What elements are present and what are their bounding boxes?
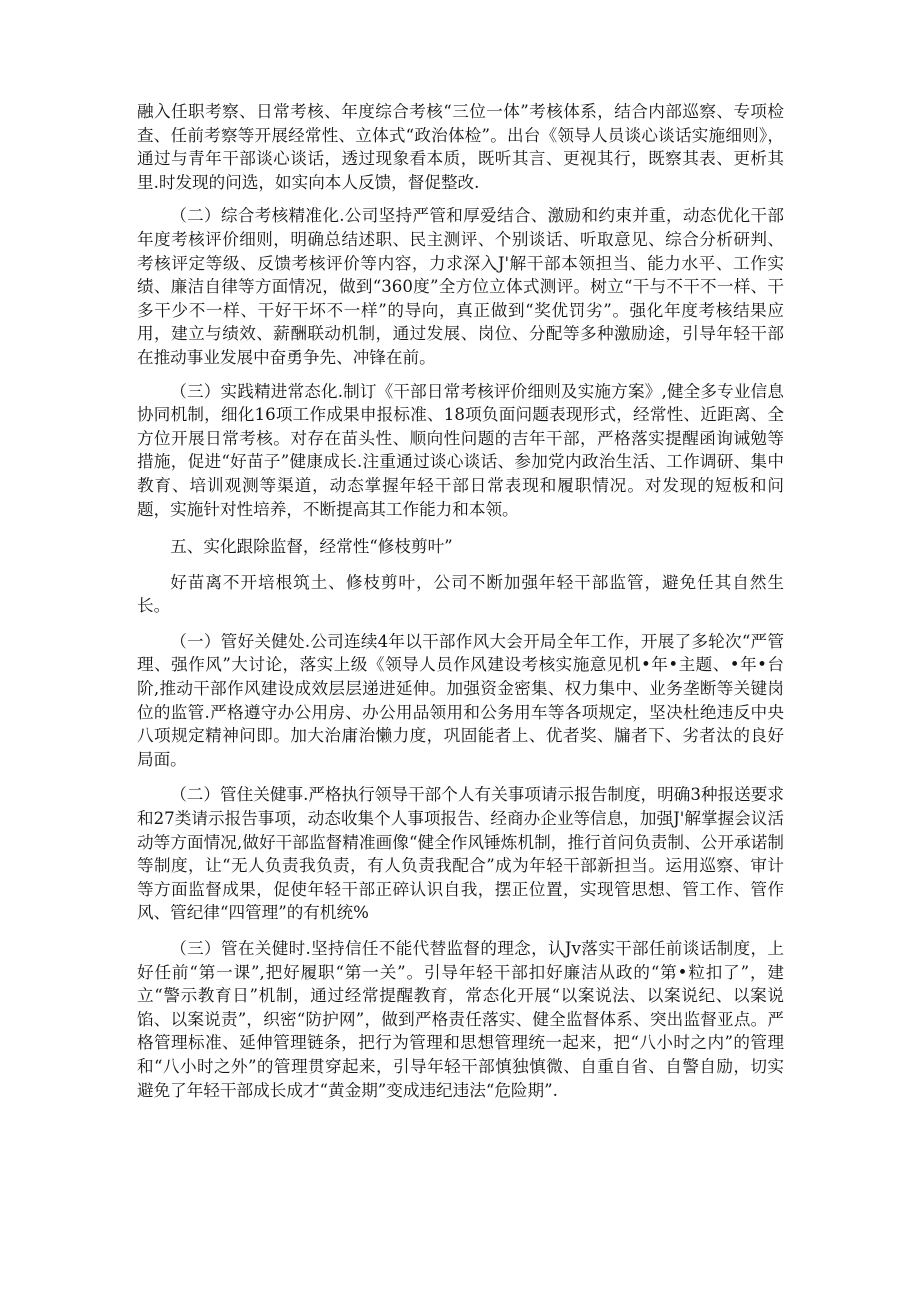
paragraph-continuation: 融入任职考察、日常考核、年度综合考核“三位一体”考核体系，结合内部巡察、专项检查、任前考察等开展经常性、立体式“政治体检”。出台《领导人员谈心谈话实施细则》，通过与青年干部谈心谈话，透过现象看本质，既听其言、更视其行，既察其表、更析其里.时发现的问选，如实向本人反馈，督促整改. [137,102,784,192]
paragraph-key-points: （一）管好关健处.公司连续4年以干部作风大会开局全年工作，开展了多轮次“严管理、强作风”大讨论，落实上级《领导人员作风建设考核实施意见机•年•主题、•年•台阶,推动干部作风建设成效层层递进延伸。加强资金密集、权力集中、业务垄断等关键岗位的监管.严格遵守办公用房、办公用品领用和公务用车等各项规定，坚决杜绝违反中央八项规定精神问即。加大治庸治懒力度，巩固能者上、优者奖、牖者下、劣者汰的良好局面。 [137,631,784,769]
paragraph-supervision-intro: 好苗离不开培根筑土、修枝剪叶，公司不断加强年轻干部监管，避免任其自然生长。 [137,572,784,616]
paragraph-key-moments: （三）管在关健时.坚持信任不能代替监督的理念，认Jv落实干部任前谈话制度，上好任前“第一课”,把好履职“第一关”。引导年轻干部扣好廉洁从政的“第•粒扣了”，建立“警示教育日”机制，通过经常提醒教育，常态化开展“以案说法、以案说纪、以案说馅、以案说责”，织密“防护网”，做到严格责任落实、健全监督体系、突出监督亚点。严格管理标准、延伸管理链条，把行为管理和思想管理统一起来，把“八小时之内”的管理和“八小时之外”的管理贯穿起来，引导年轻干部慎独慎微、自重自省、自警自励，切实避免了年轻干部成长成才“黄金期”变成违纪违法“危险期”. [137,939,784,1100]
paragraph-comprehensive-assessment: （二）综合考核精准化.公司坚持严管和厚爱结合、激励和约束并重，动态优化干部年度考核评价细则，明确总结述职、民主测评、个别谈话、听取意见、综合分析研判、考核评定等级、反馈考核评价等内容，力求深入J'解干部本领担当、能力水平、工作实绩、廉洁自律等方面情况，做到“360度”全方位立体式测评。树立“干与不干不一样、干多干少不一样、干好干坏不一样”的导向，真正做到“奖优罚劣”。强化年度考核结果应用，建立与绩效、薪酬联动机制，通过发展、岗位、分配等多种激励途，引导年轻干部在推动事业发展中奋勇争先、冲锋在前。 [137,206,784,367]
paragraph-practice-assessment: （三）实践精进常态化.制订《干部日常考核评价细则及实施方案》,健全多专业信息协同机制，细化16项工作成果申报标准、18项负面问题表现形式，经常性、近距离、全方位开展日常考核。对存在苗头性、顺向性问题的吉年干部，严格落实提醒函询诫勉等措施，促进“好苗子”健康成长.注重通过谈心谈话、参加党内政治生活、工作调研、集中教育、培训观测等渠道，动态掌握年轻干部日常表现和履职情况。对发现的短板和问题，实施针对性培养，不断提高其工作能力和本领。 [137,381,784,519]
section-heading-supervision: 五、实化跟除监督，经常性“修枝剪叶” [170,537,453,557]
paragraph-key-matters: （二）管住关健事.严格执行领导干部个人有关事项请示报告制度，明确3种报送要求和27类请示报告事项，动态收集个人事项报告、经商办企业等信息，加强J'解掌握会议活动等方面情况,做好干部监督精准画像“健全作风锤炼机制，推行首问负责制、公开承诺制等制度，让“无人负责我负责，有人负责我配合”成为年轻干部新担当。运用巡察、审计等方面监督成果，促使年轻干部正碎认识自我，摆正位置，实现管思想、管工作、管作风、管纪律“四管理”的有机统% [137,785,784,923]
